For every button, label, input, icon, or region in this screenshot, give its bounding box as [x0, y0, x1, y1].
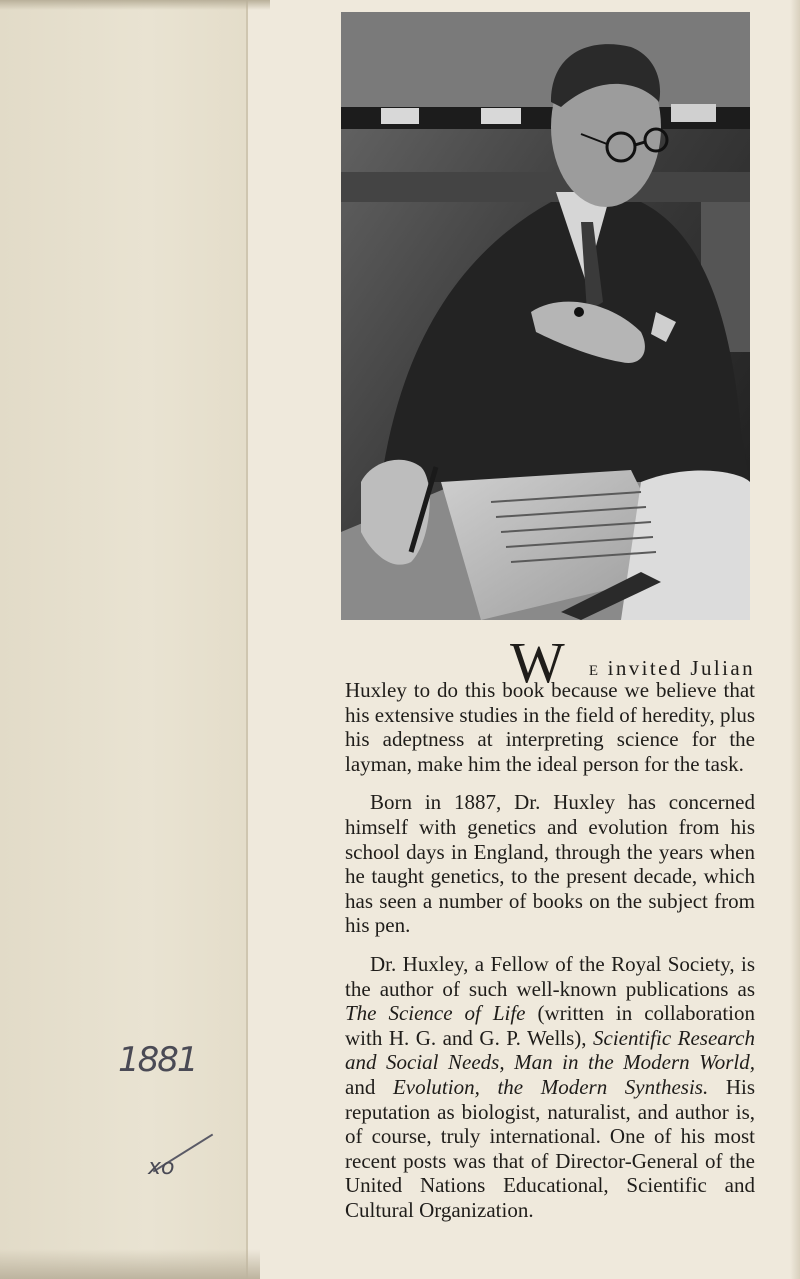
author-bio-text [345, 630, 756, 1222]
opening-line [345, 630, 755, 695]
p3-part-a: Dr. Huxley, a Fellow of the Royal Society, is the author of such well-known publications as [345, 951, 755, 1001]
bottom-edge-shadow [0, 1249, 260, 1279]
author-portrait-photo [341, 12, 750, 620]
paragraph-1: Huxley to do this book because we believe that his extensive studies in the field of heredity, plus his adeptness at interpreting science for the layman, make him the ideal person for the task. [345, 678, 755, 776]
paragraph-2: Born in 1887, Dr. Huxley has concerned himself with genetics and evolution from his school days in England, through the years when he taught genetics, to the present decade, which has seen a number of books on the subject from his pen. [345, 790, 755, 938]
fold-line [246, 0, 248, 1279]
p3-part-c: and [345, 1074, 393, 1099]
paragraph-3 [345, 952, 755, 1223]
book-title-evolution: Evolution, the Modern Synthesis. [392, 1074, 709, 1099]
pencil-margin-note [118, 1040, 228, 1190]
drop-cap: W [510, 630, 565, 695]
p3-part-b: (written in collaboration with H. G. and G. P. Wells), [345, 1001, 756, 1050]
small-cap-letter: E [588, 663, 600, 679]
book-title-scientific-research: Scientific Research and Social Needs, Man in the Modern World, [345, 1025, 755, 1075]
book-title-science-of-life: The Science of Life [345, 1001, 526, 1026]
margin-sub-note: xo [148, 1155, 175, 1180]
p3-part-d: His reputation as biologist, naturalist, and author is, of course, truly international. One of his most recent posts was that of Director-General of the United Nations Educational, Scientific and Cultural Organization. [345, 1074, 755, 1222]
opening-line-text [559, 656, 755, 684]
portrait-illustration [341, 12, 750, 620]
top-edge-shadow [0, 0, 270, 10]
right-edge-shadow [790, 0, 800, 1279]
opening-words: invited Julian [600, 656, 755, 680]
margin-number: 1881 [118, 1040, 197, 1080]
